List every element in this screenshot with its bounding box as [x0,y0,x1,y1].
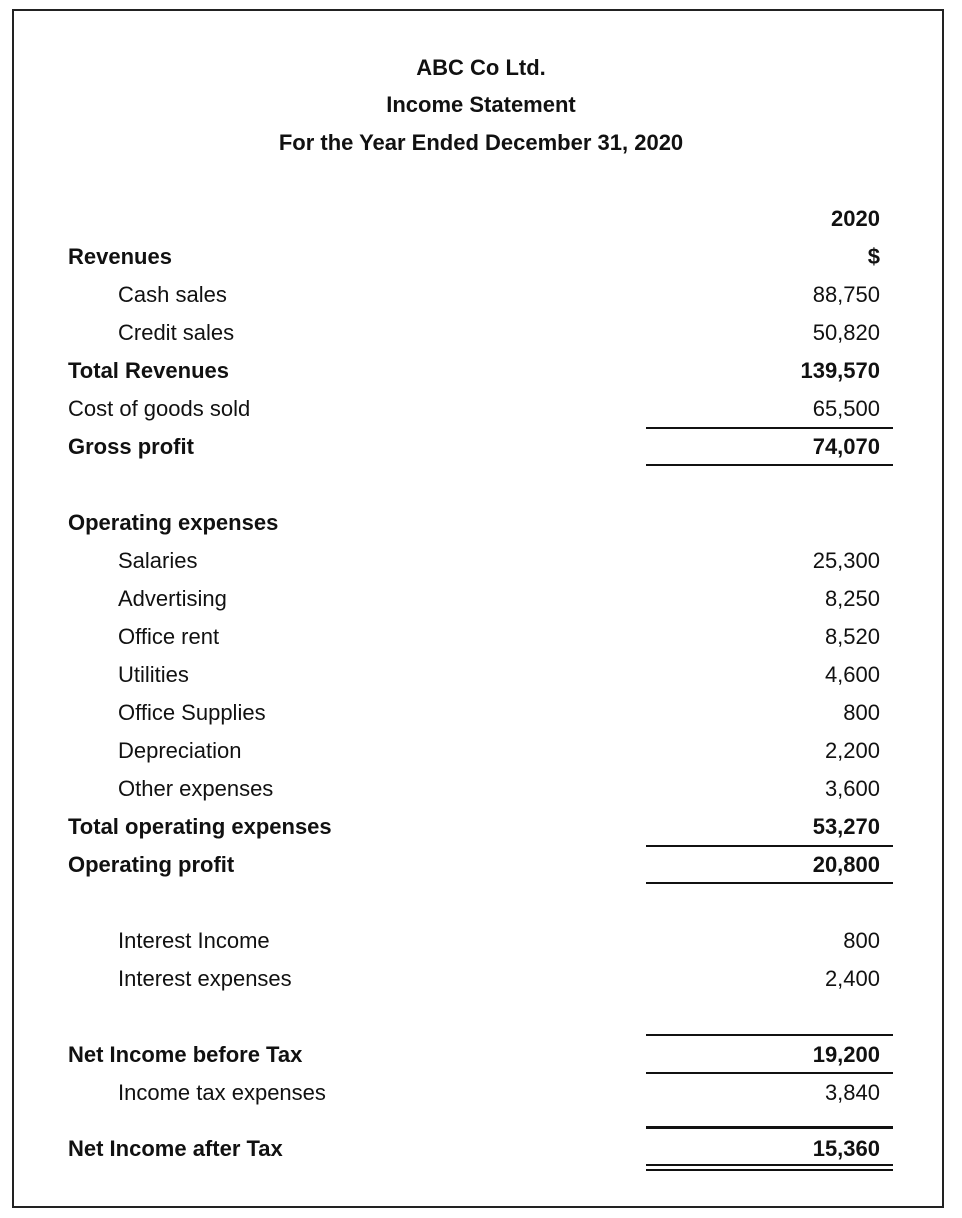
underline-rule [646,882,893,884]
net-before-tax-label: Net Income before Tax [68,1042,303,1067]
year-header-row [0,200,962,238]
revenues-row [0,238,962,276]
cogs-label: Cost of goods sold [68,396,251,421]
year-header: 2020 [831,206,880,231]
operating-profit-value: 20,800 [812,852,880,877]
underline-rule [646,464,893,466]
double-underline-rule [646,1164,893,1171]
line-item-row [0,618,962,656]
line-item-value: 2,200 [824,738,880,763]
line-item-row [0,960,962,998]
total-revenues-label: Total Revenues [68,358,229,383]
total-operating-expenses-value: 53,270 [812,814,880,839]
line-item-row [0,732,962,770]
line-item-row [0,580,962,618]
line-item-label: Office rent [118,624,220,649]
line-item-row [0,694,962,732]
operating-profit-label: Operating profit [68,852,235,877]
statement-period: For the Year Ended December 31, 2020 [278,130,684,155]
line-item-row [0,656,962,694]
line-item-label: Depreciation [118,738,242,763]
gross-profit-value: 74,070 [812,434,880,459]
income-tax-row [0,1074,962,1112]
line-item-row [0,276,962,314]
cogs-value: 65,500 [812,396,880,421]
underline-rule [646,1126,893,1129]
line-item-value: 800 [843,700,880,725]
operating-expenses-heading: Operating expenses [68,510,279,535]
line-item-row [0,314,962,352]
line-item-value: 2,400 [824,966,880,991]
line-item-label: Cash sales [118,282,227,307]
net-after-tax-value: 15,360 [812,1136,880,1161]
line-item-value: 4,600 [824,662,880,687]
gross-profit-row [0,428,962,466]
line-item-label: Advertising [118,586,227,611]
line-item-label: Utilities [118,662,189,687]
line-item-value: 88,750 [812,282,880,307]
gross-profit-label: Gross profit [68,434,194,459]
total-revenues-value: 139,570 [800,358,880,383]
net-after-tax-label: Net Income after Tax [68,1136,283,1161]
cogs-row [0,390,962,428]
line-item-value: 8,250 [824,586,880,611]
operating-expenses-row [0,504,962,542]
operating-profit-row [0,846,962,884]
total-operating-expenses-label: Total operating expenses [68,814,332,839]
line-item-label: Interest Income [118,928,270,953]
total-operating-expenses-row [0,808,962,846]
line-item-label: Salaries [118,548,198,573]
line-item-value: 8,520 [824,624,880,649]
line-item-value: 50,820 [812,320,880,345]
statement-title: Income Statement [386,92,576,117]
line-item-row [0,542,962,580]
income-tax-value: 3,840 [824,1080,880,1105]
line-item-label: Other expenses [118,776,274,801]
company-name: ABC Co Ltd. [416,55,546,80]
net-before-tax-value: 19,200 [812,1042,880,1067]
total-revenues-row [0,352,962,390]
line-item-label: Credit sales [118,320,235,345]
line-item-value: 800 [843,928,880,953]
line-item-row [0,922,962,960]
line-item-value: 25,300 [812,548,880,573]
line-item-label: Office Supplies [118,700,266,725]
line-item-value: 3,600 [824,776,880,801]
income-tax-label: Income tax expenses [118,1080,326,1105]
net-before-tax-row [0,1036,962,1074]
revenues-heading: Revenues [68,244,172,269]
net-after-tax-row [0,1130,962,1168]
line-item-row [0,770,962,808]
currency-header: $ [867,244,880,269]
line-item-label: Interest expenses [118,966,292,991]
